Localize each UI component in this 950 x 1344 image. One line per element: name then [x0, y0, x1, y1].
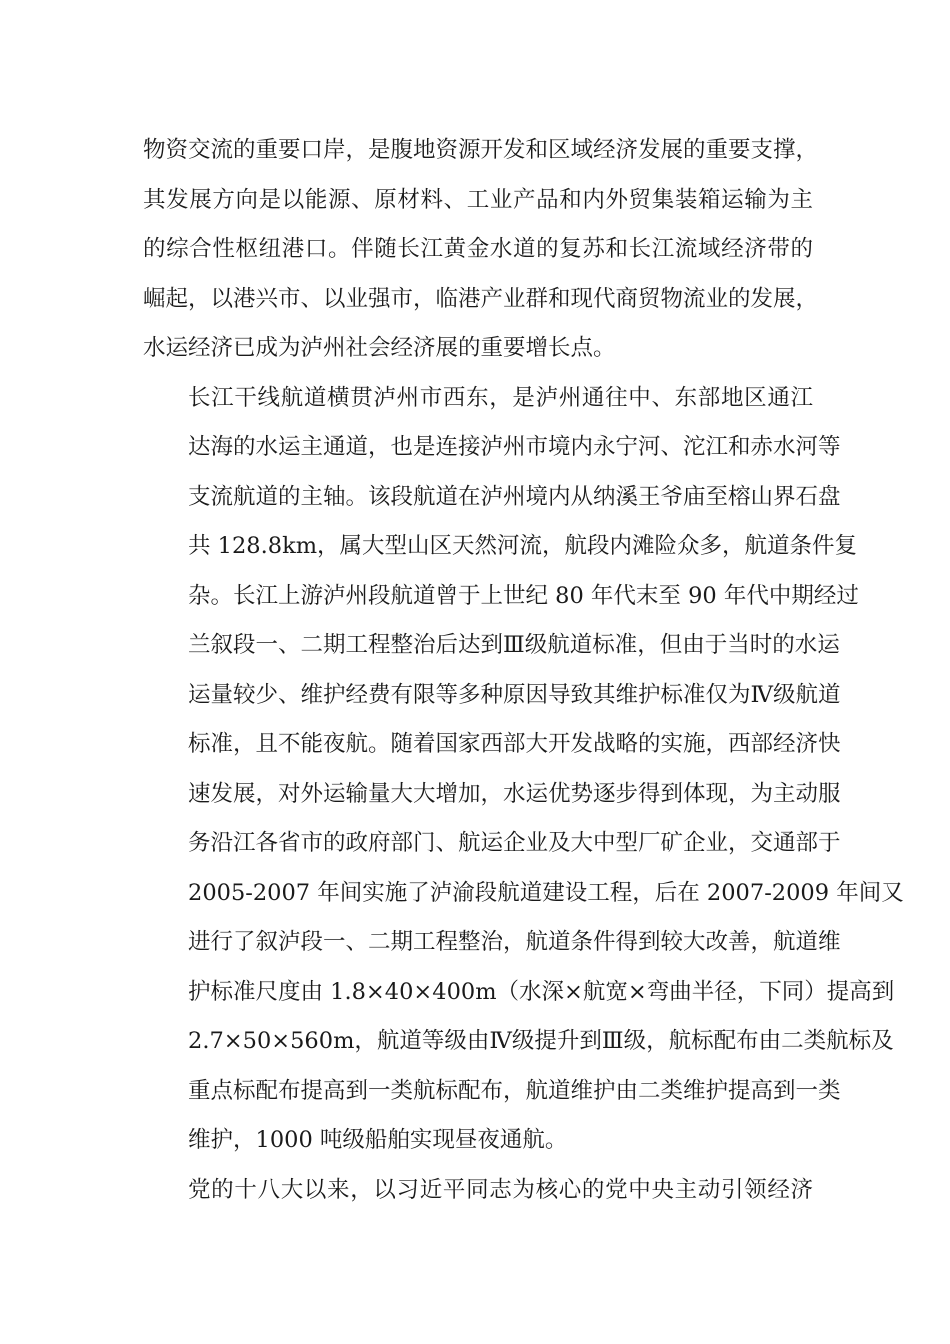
- text-line: 进行了叙泸段一、二期工程整治，航道条件得到较大改善，航道维: [188, 929, 841, 955]
- text-line: 长江干线航道横贯泸州市西东，是泸州通往中、东部地区通江: [188, 384, 813, 411]
- text-line: 物资交流的重要口岸，是腹地资源开发和区域经济发展的重要支撑，: [143, 137, 819, 163]
- text-line: 水运经济已成为泸州社会经济展的重要增长点。: [143, 335, 616, 361]
- text-line: 务沿江各省市的政府部门、航运企业及大中型厂矿企业，交通部于: [188, 830, 841, 856]
- text-line: 其发展方向是以能源、原材料、工业产品和内外贸集装箱运输为主: [143, 186, 813, 213]
- text-line: 维护，1000 吨级船舶实现昼夜通航。: [188, 1127, 568, 1153]
- text-line: 的综合性枢纽港口。伴随长江黄金水道的复苏和长江流域经济带的: [143, 236, 813, 262]
- text-line: 运量较少、维护经费有限等多种原因导致其维护标准仅为Ⅳ级航道: [188, 681, 841, 708]
- text-line: 2005-2007 年间实施了泸渝段航道建设工程，后在 2007-2009 年间又: [188, 879, 904, 906]
- text-line: 2.7×50×560m，航道等级由Ⅳ级提升到Ⅲ级，航标配布由二类航标及: [188, 1028, 894, 1054]
- text-line: 重点标配布提高到一类航标配布，航道维护由二类维护提高到一类: [188, 1077, 841, 1104]
- text-line: 党的十八大以来，以习近平同志为核心的党中央主动引领经济: [188, 1176, 813, 1203]
- paragraph-1: [143, 126, 819, 374]
- text-line: 护标准尺度由 1.8×40×400m（水深×航宽×弯曲半径，下同）提高到: [188, 978, 895, 1005]
- text-line: 速发展，对外运输量大大增加，水运优势逐步得到体现，为主动服: [188, 780, 841, 807]
- text-line: 支流航道的主轴。该段航道在泸州境内从纳溪王爷庙至榕山界石盘: [188, 483, 841, 510]
- text-line: 标准，且不能夜航。随着国家西部大开发战略的实施，西部经济快: [188, 731, 841, 757]
- paragraph-3: [143, 1166, 813, 1216]
- text-line: 兰叙段一、二期工程整治后达到Ⅲ级航道标准，但由于当时的水运: [188, 632, 840, 658]
- document-body: [143, 126, 904, 1215]
- text-line: 达海的水运主通道，也是连接泸州市境内永宁河、沱江和赤水河等: [188, 434, 841, 460]
- paragraph-2: [143, 374, 904, 1166]
- text-line: 杂。长江上游泸州段航道曾于上世纪 80 年代末至 90 年代中期经过: [188, 582, 859, 609]
- text-line: 共 128.8km，属大型山区天然河流，航段内滩险众多，航道条件复: [188, 533, 858, 559]
- text-line: 崛起，以港兴市、以业强市，临港产业群和现代商贸物流业的发展，: [143, 285, 819, 312]
